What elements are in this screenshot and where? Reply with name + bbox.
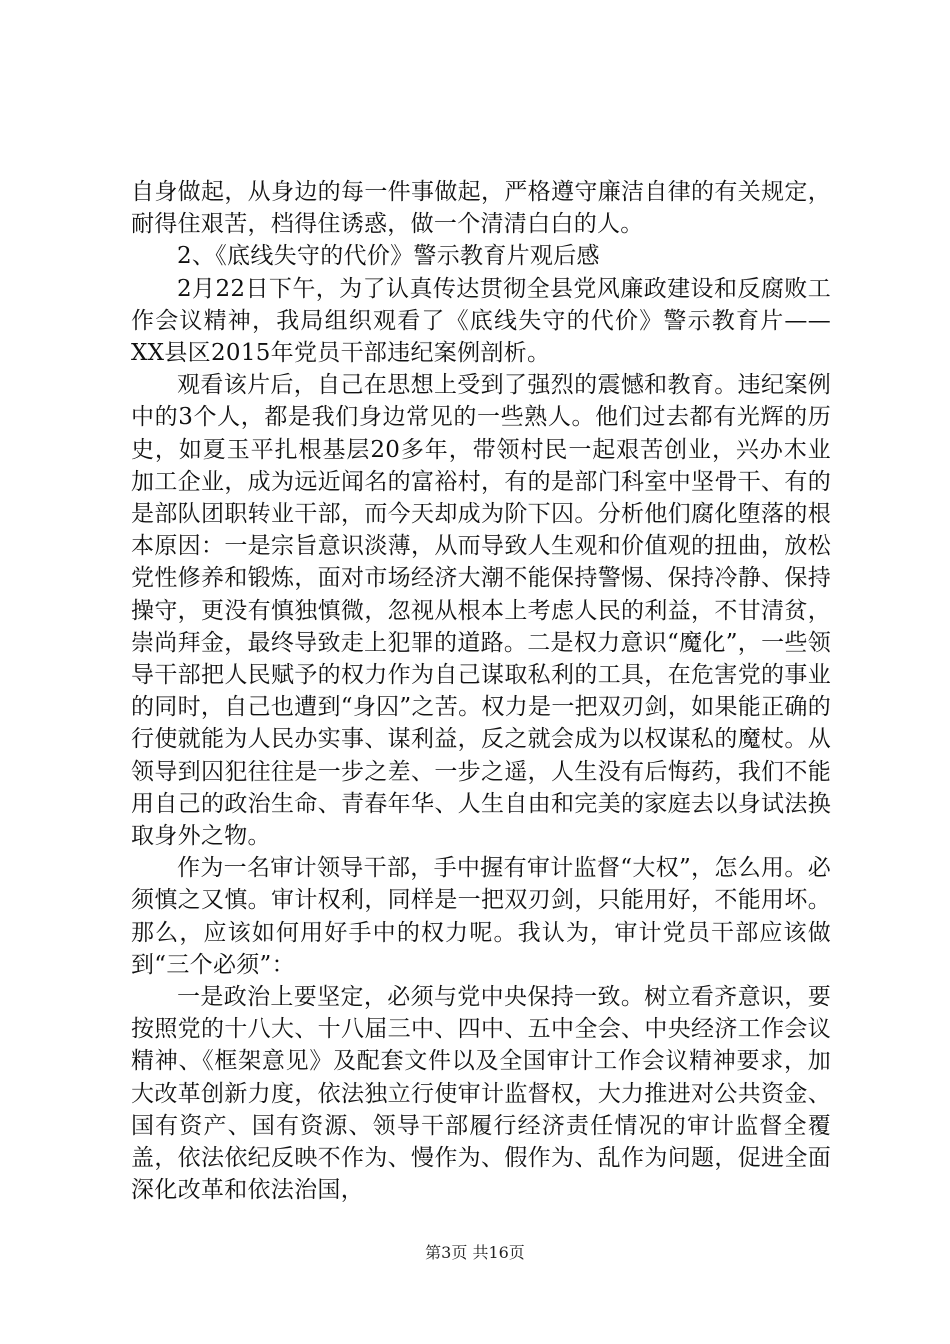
paragraph-reflection: 观看该片后，自己在思想上受到了强烈的震憾和教育。违纪案例中的3个人，都是我们身边常见的一些熟人。他们过去都有光辉的历史，如夏玉平扎根基层20多年，带领村民一起艰苦创业，兴办木业加工企业，成为远近闻名的富裕村，有的是部门科室中坚骨干、有的是部队团职转业干部，而今天却成为阶下囚。分析他们腐化堕落的根本原因：一是宗旨意识淡薄，从而导致人生观和价值观的扭曲，放松党性修养和锻炼，面对市场经济大潮不能保持警惕、保持冷静、保持操守，更没有慎独慎微，忽视从根本上考虑人民的利益，不甘清贫，崇尚拜金，最终导致走上犯罪的道路。二是权力意识“魔化”，一些领导干部把人民赋予的权力作为自己谋取私利的工具，在危害党的事业的同时，自己也遭到“身囚”之苦。权力是一把双刃剑，如果能正确的行使就能为人民办实事、谋利益，反之就会成为以权谋私的魔杖。从领导到囚犯往往是一步之差、一步之遥，人生没有后悔药，我们不能用自己的政治生命、青春年华、人生自由和完美的家庭去以身试法换取身外之物。 xyxy=(131,372,831,850)
section-heading: 2、《底线失守的代价》警示教育片观后感 xyxy=(177,243,600,270)
document-body xyxy=(131,176,831,1207)
paragraph-political: 一是政治上要坚定，必须与党中央保持一致。树立看齐意识，要按照党的十八大、十八届三中、四中、五中全会、中央经济工作会议精神、《框架意见》及配套文件以及全国审计工作会议精神要求，加大改革创新力度，依法独立行使审计监督权，大力推进对公共资金、国有资产、国有资源、领导干部履行经济责任情况的审计监督全覆盖，依法依纪反映不作为、慢作为、假作为、乱作为问题，促进全面深化改革和依法治国， xyxy=(131,984,831,1204)
paragraph-continuation: 自身做起，从身边的每一件事做起，严格遵守廉洁自律的有关规定，耐得住艰苦，档得住诱惑，做一个清清白白的人。 xyxy=(131,179,831,238)
paragraph-audit-power: 作为一名审计领导干部，手中握有审计监督“大权”，怎么用。必须慎之又慎。审计权利，同样是一把双刃剑，只能用好，不能用坏。那么，应该如何用好手中的权力呢。我认为，审计党员干部应该做到“三个必须”： xyxy=(131,855,831,978)
paragraph-intro: 2月22日下午，为了认真传达贯彻全县党风廉政建设和反腐败工作会议精神，我局组织观看了《底线失守的代价》警示教育片——XX县区2015年党员干部违纪案例剖析。 xyxy=(131,275,831,367)
page-number-footer: 第3页 共16页 xyxy=(425,1243,525,1262)
